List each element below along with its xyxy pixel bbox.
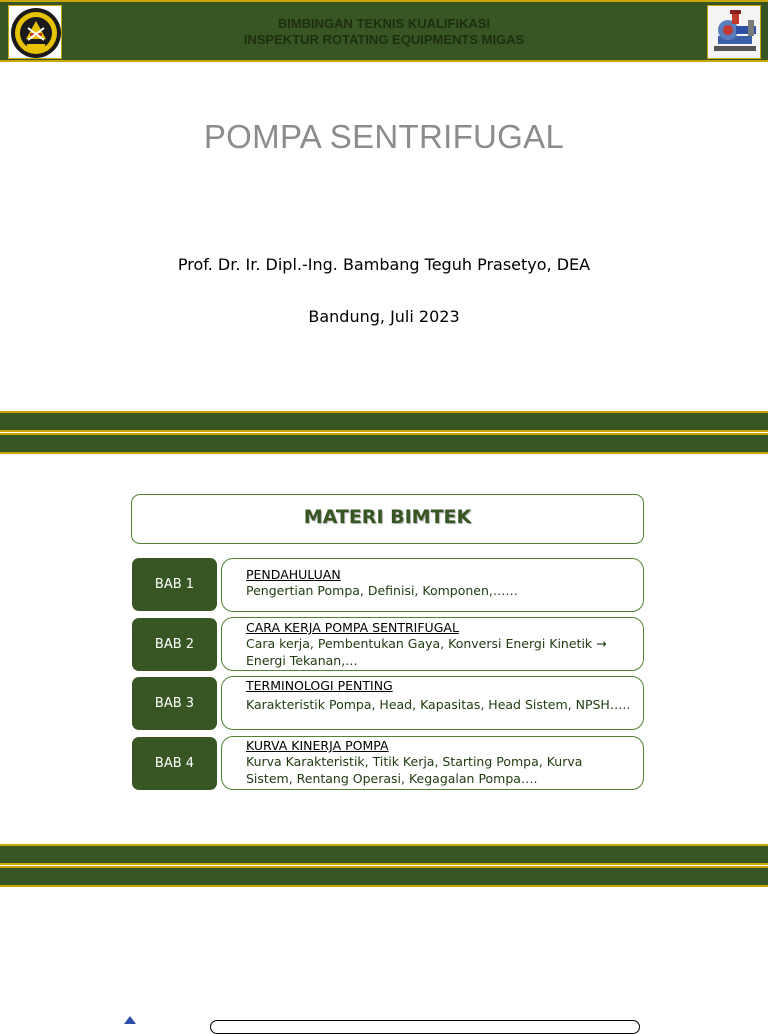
bab-description: Kurva Karakteristik, Titik Kerja, Starting Pompa, Kurva Sistem, Rentang Operasi, Kegagalan Pompa….: [246, 754, 583, 786]
bab-heading: TERMINOLOGI PENTING: [246, 678, 393, 693]
materi-title-box: [131, 494, 644, 544]
ministry-emblem-icon: [9, 6, 62, 59]
bab-badge-3: BAB 3: [132, 677, 217, 730]
bab-card-3: [221, 676, 644, 730]
bab-card-4: [221, 736, 644, 790]
divider-bar-3: [0, 844, 768, 865]
divider-bar-1: [0, 411, 768, 432]
bab-heading: CARA KERJA POMPA SENTRIFUGAL: [246, 620, 459, 635]
bab-badge-1: BAB 1: [132, 558, 217, 611]
divider-bar-2: [0, 433, 768, 454]
presentation-title: POMPA SENTRIFUGAL: [203, 118, 565, 155]
bab-description: Cara kerja, Pembentukan Gaya, Konversi Energi Kinetik → Energi Tekanan,…: [246, 636, 607, 668]
header-title: [150, 16, 618, 48]
place-date: Bandung, Juli 2023: [308, 307, 460, 326]
header-line-1: BIMBINGAN TEKNIS KUALIFIKASI: [277, 16, 491, 31]
author-name: Prof. Dr. Ir. Dipl.-Ing. Bambang Teguh Prasetyo, DEA: [177, 255, 591, 274]
next-slide-arrow-icon: [124, 1016, 136, 1024]
left-logo: [8, 5, 62, 59]
next-slide-box-edge: [210, 1020, 640, 1034]
bab-heading: PENDAHULUAN: [246, 567, 341, 582]
header-band: [0, 0, 768, 62]
bab-badge-4: BAB 4: [132, 737, 217, 790]
centrifugal-pump-icon: [708, 6, 761, 59]
bab-heading: KURVA KINERJA POMPA: [246, 738, 389, 753]
bab-description: Karakteristik Pompa, Head, Kapasitas, Head Sistem, NPSH…..: [246, 697, 631, 712]
materi-title: MATERI BIMTEK: [303, 506, 472, 528]
bab-description: Pengertian Pompa, Definisi, Komponen,……: [246, 583, 518, 598]
bab-card-1: [221, 558, 644, 612]
divider-bar-4: [0, 866, 768, 887]
bab-badge-2: BAB 2: [132, 618, 217, 671]
header-line-2: INSPEKTUR ROTATING EQUIPMENTS MIGAS: [243, 32, 525, 47]
right-logo: [707, 5, 761, 59]
bab-card-2: [221, 617, 644, 671]
